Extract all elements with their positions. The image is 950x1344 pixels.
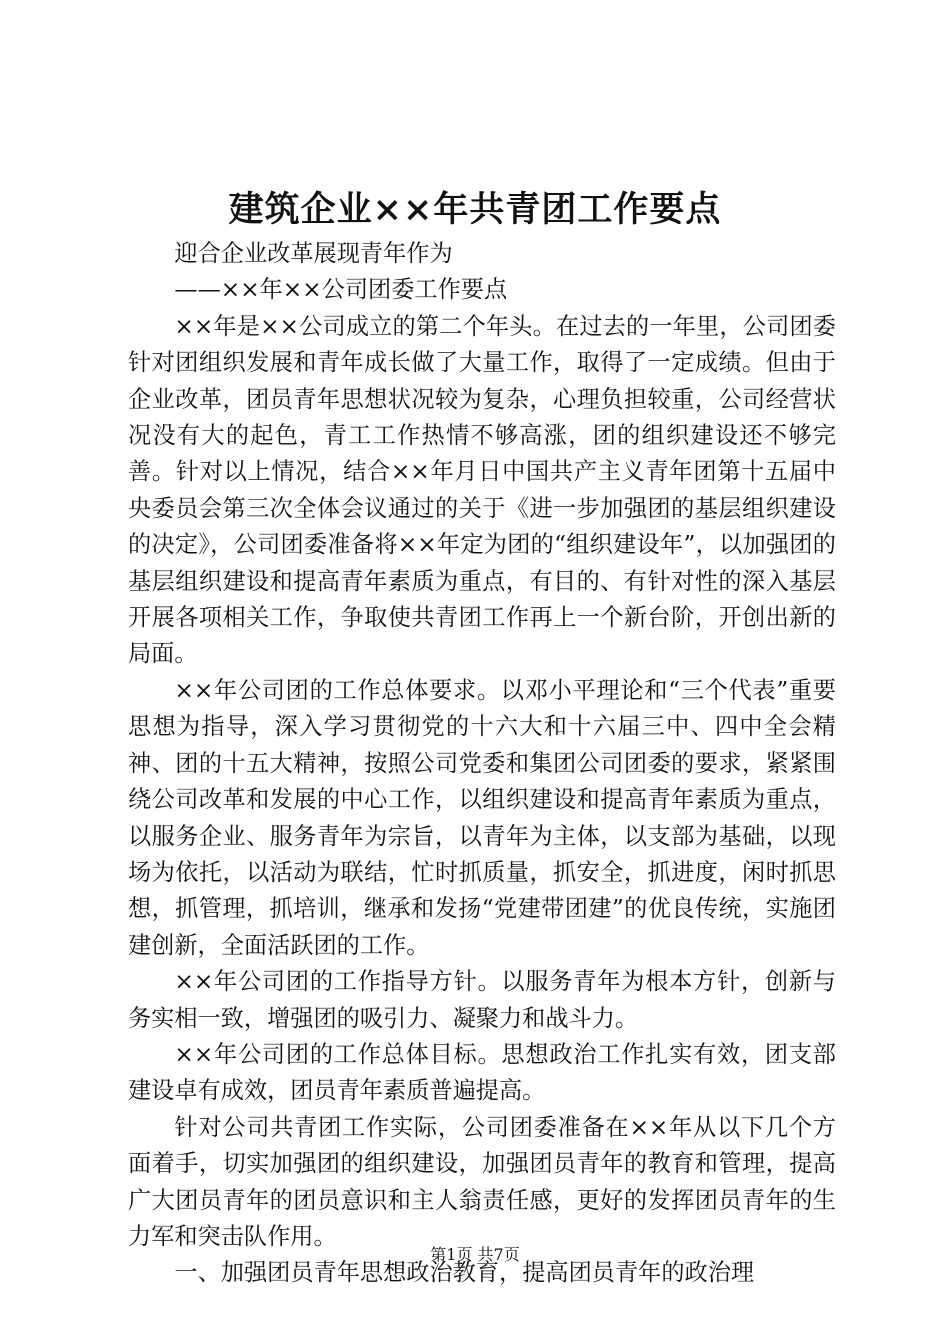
paragraph-5: 针对公司共青团工作实际，公司团委准备在××年从以下几个方面着手，切实加强团的组织建设，加强团员青年的教育和管理，提高广大团员青年的团员意识和主人翁责任感，更好的发挥团员青年的生力军和突击队作用。 — [128, 1113, 836, 1250]
paragraph-6: 一、加强团员青年思想政治教育，提高团员青年的政治理 — [174, 1259, 755, 1287]
subtitle-line-2: ——××年××公司团委工作要点 — [174, 276, 508, 304]
paragraph-3: ××年公司团的工作指导方针。以服务青年为根本方针，创新与务实相一致，增强团的吸引力、凝聚力和战斗力。 — [128, 968, 836, 1032]
document-title: 建筑企业××年共青团工作要点 — [228, 189, 722, 230]
document-body — [128, 236, 836, 1292]
subtitle: 迎合企业改革展现青年作为 — [174, 240, 453, 267]
paragraph-4: ××年公司团的工作总体目标。思想政治工作扎实有效，团支部建设卓有成效，团员青年素质普遍提高。 — [128, 1040, 836, 1105]
page-footer: 第1页 共7页 — [430, 1245, 520, 1264]
paragraph-2: ××年公司团的工作总体要求。以邓小平理论和“三个代表”重要思想为指导，深入学习贯彻党的十六大和十六届三中、四中全会精神、团的十五大精神，按照公司党委和集团公司团委的要求，紧紧围绕公司改革和发展的中心工作，以组织建设和提高青年素质为重点，以服务企业、服务青年为宗旨，以青年为主体，以支部为基础，以现场为依托，以活动为联结，忙时抓质量，抓安全，抓进度，闲时抓思想，抓管理，抓培训，继承和发扬“党建带团建”的优良传统，实施团建创新，全面活跃团的工作。 — [128, 676, 836, 959]
paragraph-1: ××年是××公司成立的第二个年头。在过去的一年里，公司团委针对团组织发展和青年成长做了大量工作，取得了一定成绩。但由于企业改革，团员青年思想状况较为复杂，心理负担较重，公司经营状况没有大的起色，青工工作热情不够高涨，团的组织建设还不够完善。针对以上情况，结合××年月日中国共产主义青年团第十五届中央委员会第三次全体会议通过的关于《进一步加强团的基层组织建设的决定》，公司团委准备将××年定为团的“组织建设年”，以加强团的基层组织建设和提高青年素质为重点，有目的、有针对性的深入基层开展各项相关工作，争取使共青团工作再上一个新台阶，开创出新的局面。 — [128, 312, 836, 668]
